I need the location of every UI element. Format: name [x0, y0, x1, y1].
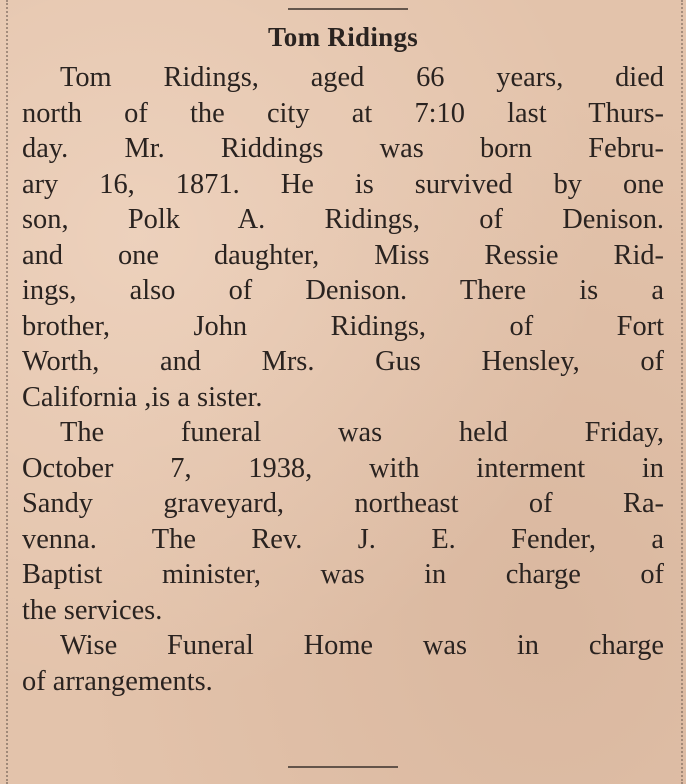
- text-line: Baptist minister, was in charge of: [22, 559, 664, 590]
- text-line: and one daughter, Miss Ressie Rid-: [22, 239, 664, 271]
- text-line: October 7, 1938, with interment in: [22, 452, 664, 484]
- text-line: the services.: [22, 594, 163, 626]
- text-line: day. Mr. Riddings was born Febru-: [22, 133, 664, 164]
- text-line: venna. The Rev. J. E. Fender, a: [22, 523, 664, 555]
- bottom-rule: [288, 766, 398, 768]
- text-line: Tom Ridings, aged 66 years, died: [60, 62, 664, 93]
- text-line: son, Polk A. Ridings, of Denison.: [22, 204, 664, 235]
- clipping-left-edge: [6, 0, 11, 784]
- text-line: Sandy graveyard, northeast of Ra-: [22, 488, 664, 519]
- text-line: north of the city at 7:10 last Thurs-: [22, 97, 664, 129]
- clipping-right-edge: [678, 0, 683, 784]
- text-line: ings, also of Denison. There is a: [22, 275, 664, 306]
- text-line: ary 16, 1871. He is survived by one: [22, 168, 664, 200]
- article-body: [22, 60, 664, 699]
- text-line: of arrangements.: [22, 665, 213, 697]
- text-line: Worth, and Mrs. Gus Hensley, of: [22, 346, 664, 377]
- text-line: brother, John Ridings, of Fort: [22, 310, 664, 342]
- text-line: California ,is a sister.: [22, 381, 263, 413]
- text-line: Wise Funeral Home was in charge: [60, 630, 664, 661]
- headline: Tom Ridings: [267, 22, 419, 52]
- text-line: The funeral was held Friday,: [60, 417, 664, 448]
- top-rule: [288, 8, 408, 10]
